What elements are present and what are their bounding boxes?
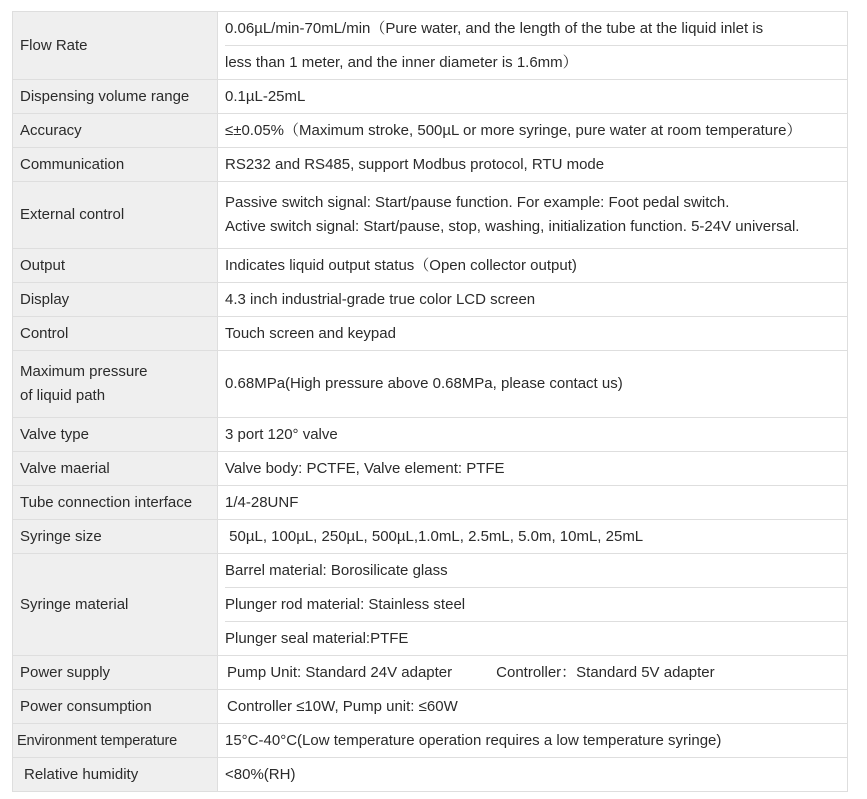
spec-value (218, 182, 848, 249)
table-row-valve-type (13, 418, 848, 452)
spec-label-text: Environment temperature (17, 732, 178, 749)
spec-value-part: Controller：Standard 5V adapter (496, 663, 715, 681)
spec-value (218, 554, 848, 656)
spec-value (218, 656, 848, 690)
spec-value (218, 12, 848, 80)
spec-value (218, 690, 848, 724)
spec-label: Accuracy (13, 114, 218, 148)
table-row-dispensing-volume (13, 80, 848, 114)
spec-value-line: less than 1 meter, and the inner diameter is 1.6mm） (225, 45, 847, 79)
spec-value-line: RS232 and RS485, support Modbus protocol, RTU mode (225, 155, 605, 173)
table-row-power-supply (13, 656, 848, 690)
spec-value (218, 452, 848, 486)
spec-label: Output (13, 249, 218, 283)
spec-value-line: Passive switch signal: Start/pause function. For example: Foot pedal switch. (225, 194, 730, 211)
spec-label: Dispensing volume range (13, 80, 218, 114)
spec-label: Syringe size (13, 520, 218, 554)
table-row-communication (13, 148, 848, 182)
spec-value (218, 249, 848, 283)
spec-value-line: ≤±0.05%（Maximum stroke, 500µL or more syringe, pure water at room temperature） (225, 121, 802, 139)
spec-value-part: Pump Unit: Standard 24V adapter (227, 663, 453, 681)
table-row-syringe-size (13, 520, 848, 554)
table-row-max-pressure (13, 351, 848, 418)
spec-value (218, 758, 848, 792)
table-row-syringe-material (13, 554, 848, 656)
table-row-relative-humidity (13, 758, 848, 792)
spec-value (218, 351, 848, 418)
spec-value (218, 114, 848, 148)
spec-value-line: 0.68MPa(High pressure above 0.68MPa, please contact us) (225, 375, 623, 392)
spec-value-line: 1/4-28UNF (225, 493, 299, 511)
spec-label: Valve type (13, 418, 218, 452)
spec-value-line: <80%(RH) (225, 765, 296, 783)
spec-label: External control (13, 182, 218, 249)
table-row-valve-material (13, 452, 848, 486)
table-row-control (13, 317, 848, 351)
spec-value-line: 0.06µL/min-70mL/min（Pure water, and the length of the tube at the liquid inlet is (225, 19, 764, 37)
spec-value-line: Touch screen and keypad (225, 324, 396, 342)
spec-label-text: Relative humidity (24, 765, 139, 783)
spec-label (13, 724, 218, 758)
spec-label-line: of liquid path (20, 387, 106, 404)
spec-value (218, 520, 848, 554)
spec-label (13, 351, 218, 418)
spec-value-line: 4.3 inch industrial-grade true color LCD screen (225, 290, 536, 308)
table-row-power-consumption (13, 690, 848, 724)
spec-value (218, 486, 848, 520)
spec-label: Display (13, 283, 218, 317)
spec-value-line: 0.1µL-25mL (225, 87, 306, 105)
spec-value-line: 50µL, 100µL, 250µL, 500µL,1.0mL, 2.5mL, 5.0m, 10mL, 25mL (225, 527, 644, 545)
spec-label: Syringe material (13, 554, 218, 656)
spec-label (13, 758, 218, 792)
spec-value-line: 3 port 120° valve (225, 425, 338, 443)
spec-value-line: Plunger rod material: Stainless steel (225, 587, 847, 621)
spec-value-line: 15°C-40°C(Low temperature operation requires a low temperature syringe) (225, 731, 722, 749)
table-row-display (13, 283, 848, 317)
spec-table (12, 11, 848, 792)
spec-label: Tube connection interface (13, 486, 218, 520)
table-row-tube-connection (13, 486, 848, 520)
table-row-external-control (13, 182, 848, 249)
spec-value-line: Valve body: PCTFE, Valve element: PTFE (225, 459, 505, 477)
spec-value-line: Plunger seal material:PTFE (225, 621, 847, 655)
spec-value (218, 317, 848, 351)
spec-value (218, 80, 848, 114)
spec-value (218, 148, 848, 182)
spec-value-line: Barrel material: Borosilicate glass (225, 561, 448, 579)
spec-label: Flow Rate (13, 12, 218, 80)
spec-label: Power supply (13, 656, 218, 690)
table-row-accuracy (13, 114, 848, 148)
table-row-output (13, 249, 848, 283)
table-row-environment-temperature (13, 724, 848, 758)
spec-value-line: Indicates liquid output status（Open collector output) (225, 256, 577, 274)
table-row-flow-rate (13, 12, 848, 80)
spec-value (218, 418, 848, 452)
spec-label: Valve maerial (13, 452, 218, 486)
spec-value-line: Active switch signal: Start/pause, stop, washing, initialization function. 5-24V universal. (225, 218, 800, 235)
spec-value-line: Controller ≤10W, Pump unit: ≤60W (227, 697, 458, 715)
spec-label: Communication (13, 148, 218, 182)
spec-value (218, 724, 848, 758)
spec-label: Control (13, 317, 218, 351)
spec-label: Power consumption (13, 690, 218, 724)
spec-label-line: Maximum pressure (20, 363, 148, 380)
spec-value (218, 283, 848, 317)
